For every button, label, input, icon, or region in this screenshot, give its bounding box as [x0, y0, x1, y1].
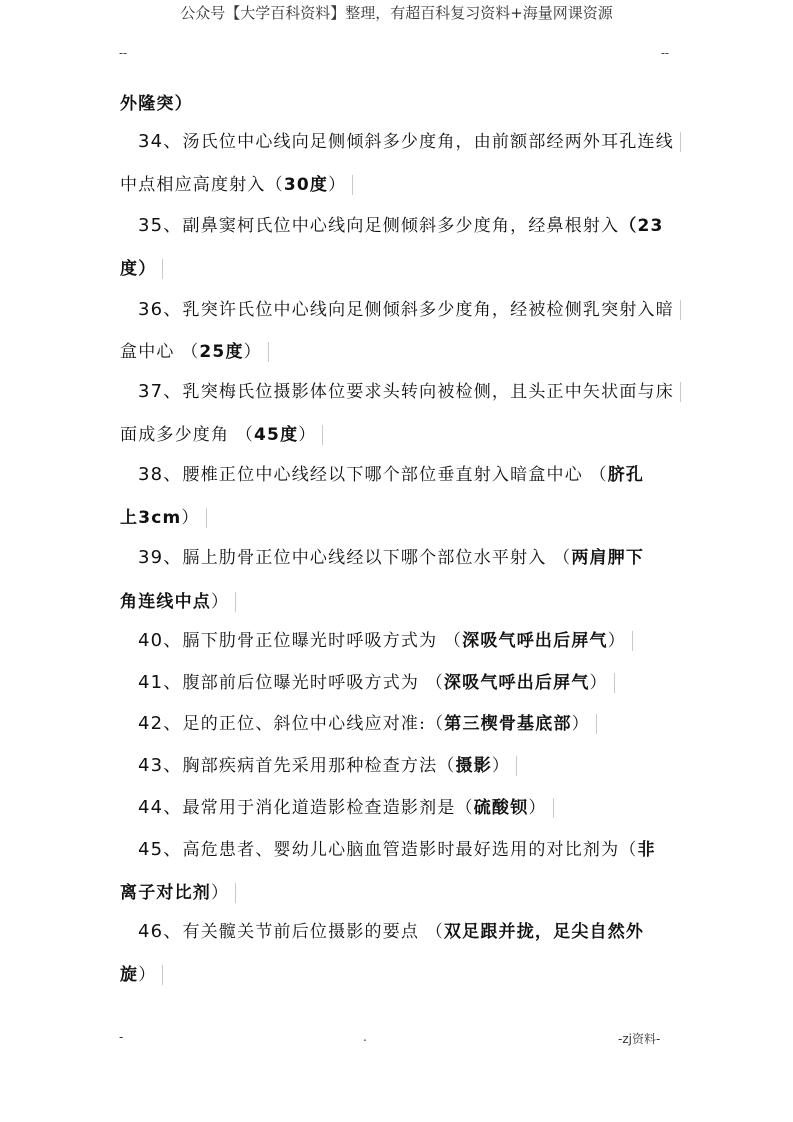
question-text: 腹部前后位曝光时呼吸方式为 （ — [182, 673, 444, 693]
question-36 — [120, 298, 693, 322]
question-39 — [120, 546, 693, 570]
question-number: 37、 — [138, 381, 183, 402]
header-left-mark: -- — [119, 46, 128, 60]
header-banner: 公众号【大学百科资料】整理，有超百科复习资料+海量网课资源 — [180, 4, 613, 22]
question-46 — [120, 920, 693, 944]
question-number: 43、 — [138, 755, 183, 776]
question-number: 38、 — [138, 464, 183, 485]
answer-text: 摄影 — [455, 756, 492, 776]
question-number: 40、 — [138, 630, 183, 651]
text-line — [120, 257, 675, 281]
closing-paren: ） — [590, 673, 615, 693]
answer-text: 离子对比剂 — [120, 883, 211, 903]
question-text: 最常用于消化道造影检查造影剂是（ — [182, 798, 474, 818]
closing-paren: ） — [608, 631, 633, 651]
closing-paren: ） — [298, 425, 323, 445]
closing-paren: ） — [181, 508, 206, 528]
footer-left-mark: - — [119, 1030, 124, 1044]
question-44 — [120, 796, 693, 820]
answer-text: 深吸气呼出后屏气 — [462, 631, 608, 651]
question-38 — [120, 463, 693, 487]
question-number: 34、 — [138, 131, 183, 152]
question-42 — [120, 712, 693, 736]
question-text: 有关髋关节前后位摄影的要点 （ — [182, 922, 444, 942]
text-line — [120, 963, 675, 987]
closing-paren: ） — [138, 965, 163, 985]
question-41 — [120, 671, 693, 695]
question-text: 腰椎正位中心线经以下哪个部位垂直射入暗盒中心 （ — [182, 465, 608, 485]
text-line — [120, 340, 675, 364]
question-text: 膈上肋骨正位中心线经以下哪个部位水平射入 （ — [182, 548, 572, 568]
footer-center-mark: . — [363, 1030, 367, 1044]
question-45 — [120, 838, 693, 862]
question-number: 45、 — [138, 839, 183, 860]
question-text: 面成多少度角 （ — [120, 425, 255, 445]
question-number: 44、 — [138, 797, 183, 818]
answer-text: 非 — [637, 840, 656, 860]
question-text: 乳突梅氏位摄影体位要求头转向被检侧，且头正中矢状面与床 — [183, 382, 681, 402]
answer-text: 两肩胛下 — [571, 548, 645, 568]
answer-text: 度） — [120, 259, 163, 279]
question-text: 膈下肋骨正位曝光时呼吸方式为 （ — [182, 631, 463, 651]
answer-text: 上3cm — [120, 508, 182, 528]
question-text: 胸部疾病首先采用那种检查方法（ — [182, 756, 456, 776]
question-37 — [120, 380, 693, 404]
answer-text: 脐孔 — [607, 465, 645, 485]
answer-text: 深吸气呼出后屏气 — [443, 673, 590, 693]
question-text: 汤氏位中心线向足侧倾斜多少度角，由前额部经两外耳孔连线 — [183, 132, 681, 152]
question-text: 足的正位、斜位中心线应对准:（ — [182, 714, 445, 734]
closing-paren: ） — [244, 342, 269, 362]
text-line — [120, 590, 675, 614]
answer-text: 外隆突） — [120, 94, 193, 114]
header-right-mark: -- — [661, 46, 670, 60]
question-number: 46、 — [138, 921, 183, 942]
footer-source-label: -zj资料- — [618, 1032, 661, 1046]
text-line — [120, 92, 675, 116]
question-text: 高危患者、婴幼儿心脑血管造影时最好选用的对比剂为（ — [182, 840, 638, 860]
answer-text: 硫酸钡 — [473, 798, 529, 818]
text-line — [120, 506, 675, 530]
answer-text: （23 — [619, 216, 664, 236]
answer-text: 45度 — [254, 425, 299, 445]
question-number: 36、 — [138, 299, 183, 320]
question-40 — [120, 629, 693, 653]
question-number: 35、 — [138, 215, 183, 236]
question-text: 盒中心 （ — [120, 342, 200, 362]
answer-text: 30度 — [283, 175, 329, 195]
answer-text: 旋 — [120, 965, 139, 985]
closing-paren: ） — [211, 592, 236, 612]
answer-text: 第三楔骨基底部 — [444, 714, 572, 734]
question-text: 乳突许氏位中心线向足侧倾斜多少度角，经被检侧乳突射入暗 — [183, 300, 681, 320]
text-line — [120, 881, 675, 905]
closing-paren: ） — [528, 798, 553, 818]
answer-text: 角连线中点 — [120, 592, 211, 612]
question-text: 中点相应高度射入（ — [120, 175, 284, 195]
question-43 — [120, 754, 693, 778]
answer-text: 25度 — [199, 342, 244, 362]
closing-paren: ） — [492, 756, 517, 776]
question-number: 41、 — [138, 672, 183, 693]
closing-paren: ） — [572, 714, 597, 734]
question-number: 42、 — [138, 713, 183, 734]
answer-text: 双足跟并拢，足尖自然外 — [443, 922, 645, 942]
question-number: 39、 — [138, 547, 183, 568]
text-line — [120, 173, 675, 197]
closing-paren: ） — [328, 175, 353, 195]
question-35 — [120, 214, 693, 238]
question-text: 副鼻窦柯氏位中心线向足侧倾斜多少度角，经鼻根射入 — [182, 216, 620, 236]
question-34 — [120, 130, 693, 154]
closing-paren: ） — [211, 883, 236, 903]
text-line — [120, 423, 675, 447]
